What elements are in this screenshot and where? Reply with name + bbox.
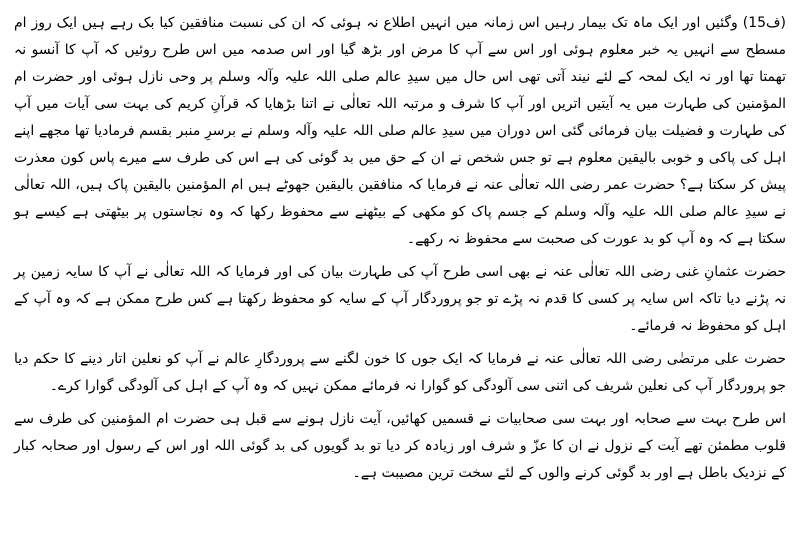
paragraph-text: حضرت عثمانِ غنی رضی اللہ تعالٰی عنہ نے بھی اسی طرح آپ کی طہارت بیان کی اور فرمایا کہ اللہ تعالٰی نے آپ کا سایہ زمین پر نہ پڑنے دیا تاکہ اس سایہ پر کسی کا قدم نہ پڑے تو جو پروردگار آپ کے سایہ کو محفوظ رکھتا ہے کس طرح ممکن ہے کہ وہ آپ کے اہل کو محفوظ نہ فرمائے۔ [14, 264, 786, 334]
paragraph-commentary-15 [14, 10, 786, 253]
paragraph-usman-ghani [14, 259, 786, 340]
footnote-reference: (ف15) [742, 15, 786, 31]
paragraph-text: حضرت علی مرتضٰی رضی اللہ تعالٰی عنہ نے فرمایا کہ ایک جوں کا خون لگنے سے پروردگارِ عالم نے آپ کو نعلین اتار دینے کا حکم دیا جو پروردگار آپ کی نعلین شریف کی اتنی سی آلودگی کو گوارا نہ فرمائے ممکن نہیں کہ وہ آپ کے اہل کی آلودگی گوارا کرے۔ [14, 351, 786, 394]
paragraph-ali-murtaza [14, 346, 786, 400]
paragraph-text: اس طرح بہت سے صحابہ اور بہت سی صحابیات نے قسمیں کھائیں، آیت نازل ہونے سے قبل ہی حضرت ام المؤمنین کی طرف سے قلوب مطمئن تھے آیت کے نزول نے ان کا عزّ و شرف اور زیادہ کر دیا تو بد گویوں کی بد گوئی اللہ اور اس کے رسول اور صحابہ کبار کے نزدیک باطل ہے اور بد گوئی کرنے والوں کے لئے سخت ترین مصیبت ہے۔ [14, 411, 786, 481]
paragraph-sahaba-oaths [14, 406, 786, 487]
paragraph-text: وگئیں اور ایک ماہ تک بیمار رہیں اس زمانہ میں انہیں اطلاع نہ ہوئی کہ ان کی نسبت منافقین کیا بک رہے ہیں ایک روز ام مسطح سے انہیں یہ خبر معلوم ہوئی اور اس سے آپ کا مرض اور بڑھ گیا اور اس صدمہ میں اس طرح روئیں کہ آپ کا آنسو نہ تھمتا تھا اور نہ ایک لمحہ کے لئے نیند آتی تھی اس حال میں سیدِ عالم صلی اللہ علیہ وآلہ وسلم پر وحی نازل ہوئی اور حضرت ام المؤمنین کی طہارت میں یہ آیتیں اتریں اور آپ کا شرف و مرتبہ اللہ تعالٰی نے اتنا بڑھایا کہ قرآنِ کریم کی بہت سی آیات میں آپ کی طہارت و فضیلت بیان فرمائی گئی اس دوران میں سیدِ عالم صلی اللہ علیہ وآلہ وسلم نے برسرِ منبر بقسم فرمادیا تھا مجھے اپنے اہل کی پاکی و خوبی بالیقین معلوم ہے تو جس شخص نے ان کے حق میں بد گوئی کی ہے اس کی طرف سے میرے پاس کون معذرت پیش کر سکتا ہے؟ حضرت عمر رضی اللہ تعالٰی عنہ نے فرمایا کہ منافقین بالیقین جھوٹے ہیں ام المؤمنین بالیقین پاک ہیں، اللہ تعالٰی نے سیدِ عالم صلی اللہ علیہ وآلہ وسلم کے جسم پاک کو مکھی کے بیٹھنے سے محفوظ رکھا کہ وہ نجاستوں پر بیٹھتی ہے کیسے ہو سکتا ہے کہ وہ آپ کو بد عورت کی صحبت سے محفوظ نہ رکھے۔ [14, 15, 786, 247]
